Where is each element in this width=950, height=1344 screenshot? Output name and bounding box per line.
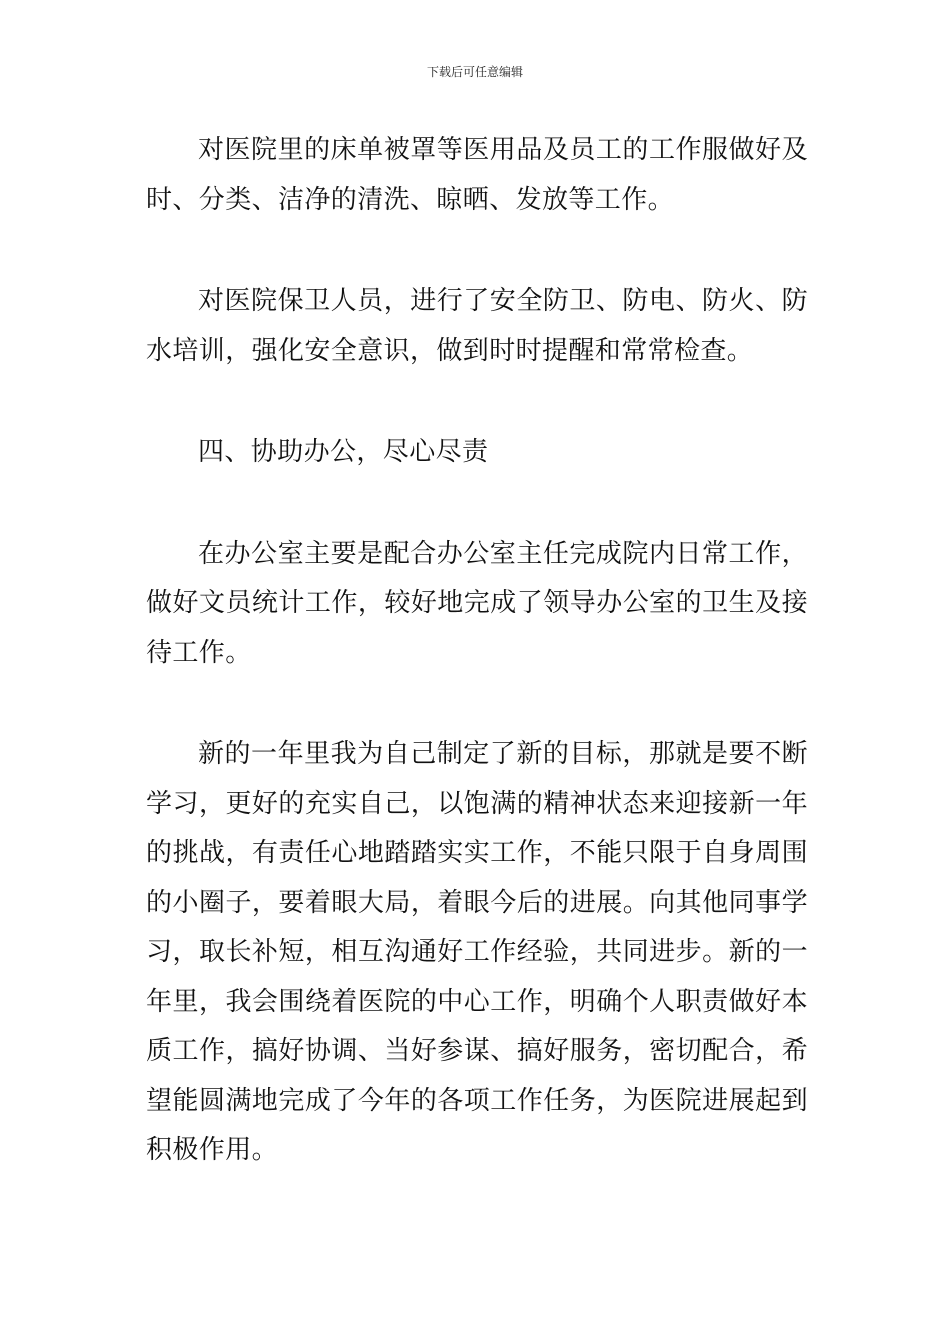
page-header: 下载后可任意编辑	[426, 65, 523, 79]
paragraph-security: 对医院保卫人员，进行了安全防卫、防电、防火、防水培训，强化安全意识，做到时时提醒和常常检查。	[146, 286, 808, 366]
document-body	[146, 126, 808, 1228]
paragraph-laundry: 对医院里的床单被罩等医用品及员工的工作服做好及时、分类、洁净的清洗、晾晒、发放等工作。	[146, 135, 808, 215]
section-heading: 四、协助办公，尽心尽责	[198, 437, 489, 467]
paragraph-office: 在办公室主要是配合办公室主任完成院内日常工作，做好文员统计工作，较好地完成了领导办公室的卫生及接待工作。	[146, 538, 808, 668]
paragraph-goals: 新的一年里我为自己制定了新的目标，那就是要不断学习，更好的充实自己，以饱满的精神状态来迎接新一年的挑战，有责任心地踏踏实实工作，不能只限于自身周围的小圈子，要着眼大局，着眼今后的进展。向其他同事学习，取长补短，相互沟通好工作经验，共同进步。新的一年里，我会围绕着医院的中心工作，明确个人职责做好本质工作，搞好协调、当好参谋、搞好服务，密切配合，希望能圆满地完成了今年的各项工作任务，为医院进展起到积极作用。	[146, 739, 808, 1165]
